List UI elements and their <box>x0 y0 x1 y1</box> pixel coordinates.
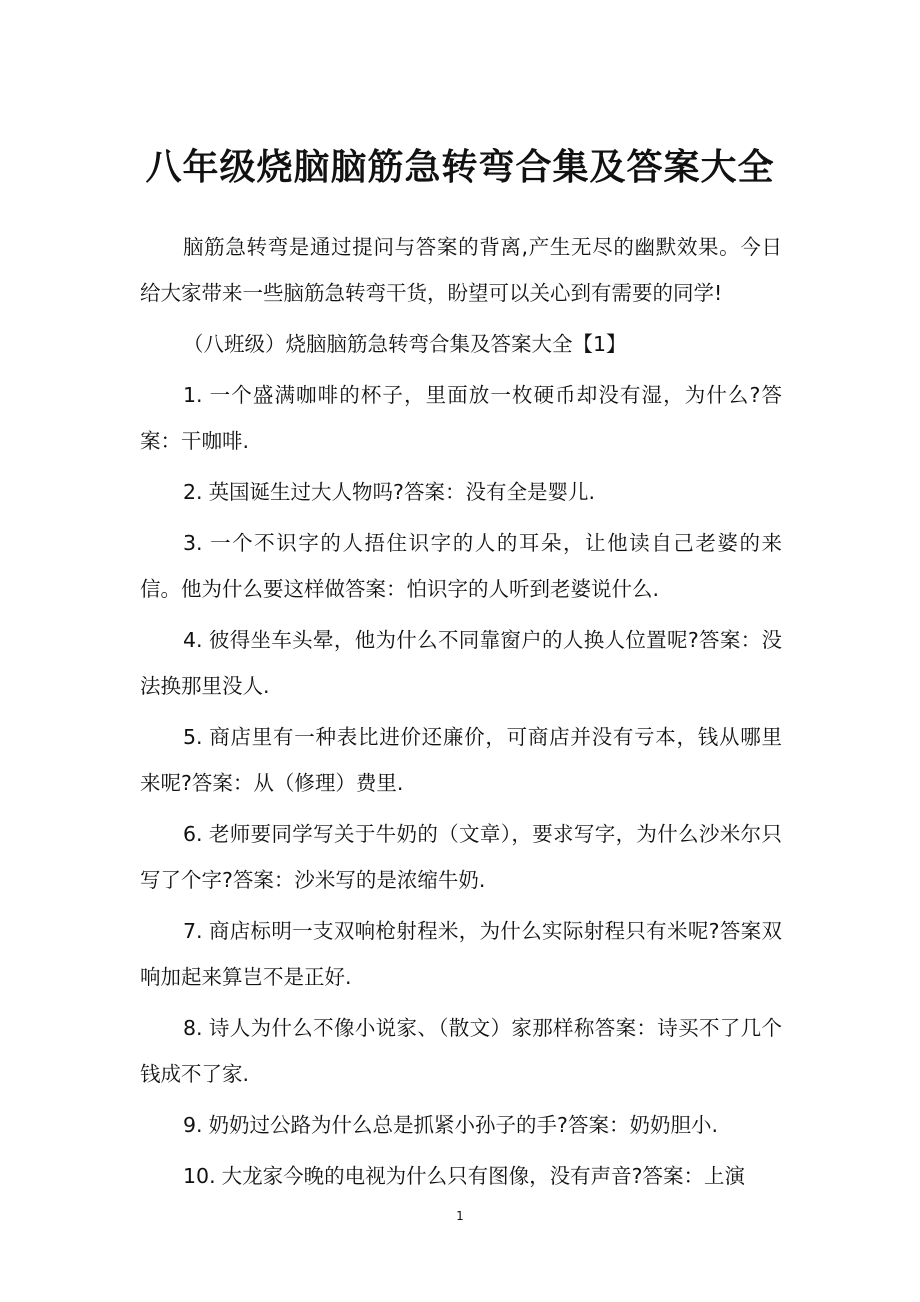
page-number: 1 <box>456 1209 464 1223</box>
list-item <box>140 714 782 806</box>
item-number: 5. <box>183 725 203 749</box>
list-item <box>140 908 782 1000</box>
item-number: 3. <box>183 531 203 555</box>
item-text: 奶奶过公路为什么总是抓紧小孙子的手?答案：奶奶胆小. <box>208 1113 718 1137</box>
item-text: 商店里有一种表比进价还廉价，可商店并没有亏本，钱从哪里来呢?答案：从（修理）费里. <box>140 725 782 795</box>
item-number: 1. <box>183 383 203 407</box>
item-text: 诗人为什么不像小说家、（散文）家那样称答案：诗买不了几个钱成不了家. <box>140 1016 782 1086</box>
document-body <box>140 224 782 1204</box>
list-item <box>140 469 782 515</box>
item-number: 9. <box>183 1113 203 1137</box>
item-text: 彼得坐车头晕，他为什么不同靠窗户的人换人位置呢?答案：没法换那里没人. <box>140 628 782 698</box>
list-item <box>140 1005 782 1097</box>
item-text: 大龙家今晚的电视为什么只有图像，没有声音?答案：上演 <box>221 1164 745 1188</box>
list-item <box>140 372 782 464</box>
list-item <box>140 1153 782 1199</box>
item-number: 8. <box>183 1016 203 1040</box>
list-item <box>140 1102 782 1148</box>
item-number: 2. <box>183 480 203 504</box>
section-heading: （八班级）烧脑脑筋急转弯合集及答案大全【1】 <box>183 332 627 356</box>
item-text: 一个不识字的人捂住识字的人的耳朵，让他读自己老婆的来信。他为什么要这样做答案：怕识字的人听到老婆说什么. <box>140 531 782 601</box>
intro-paragraph: 脑筋急转弯是通过提问与答案的背离,产生无尽的幽默效果。今日给大家带来一些脑筋急转弯干货，盼望可以关心到有需要的同学! <box>140 235 782 305</box>
list-item <box>140 811 782 903</box>
item-number: 4. <box>183 628 203 652</box>
list-item <box>140 617 782 709</box>
item-text: 英国诞生过大人物吗?答案：没有全是婴儿. <box>208 480 595 504</box>
list-item <box>140 520 782 612</box>
item-text: 一个盛满咖啡的杯子，里面放一枚硬币却没有湿，为什么?答案：干咖啡. <box>140 383 782 453</box>
item-number: 6. <box>183 822 203 846</box>
item-text: 老师要同学写关于牛奶的（文章），要求写字，为什么沙米尔只写了个字?答案：沙米写的是浓缩牛奶. <box>140 822 782 892</box>
item-number: 10. <box>183 1164 216 1188</box>
item-text: 商店标明一支双响枪射程米，为什么实际射程只有米呢?答案双响加起来算岂不是正好. <box>140 919 782 989</box>
item-number: 7. <box>183 919 203 943</box>
document-title: 八年级烧脑脑筋急转弯合集及答案大全 <box>145 146 775 188</box>
